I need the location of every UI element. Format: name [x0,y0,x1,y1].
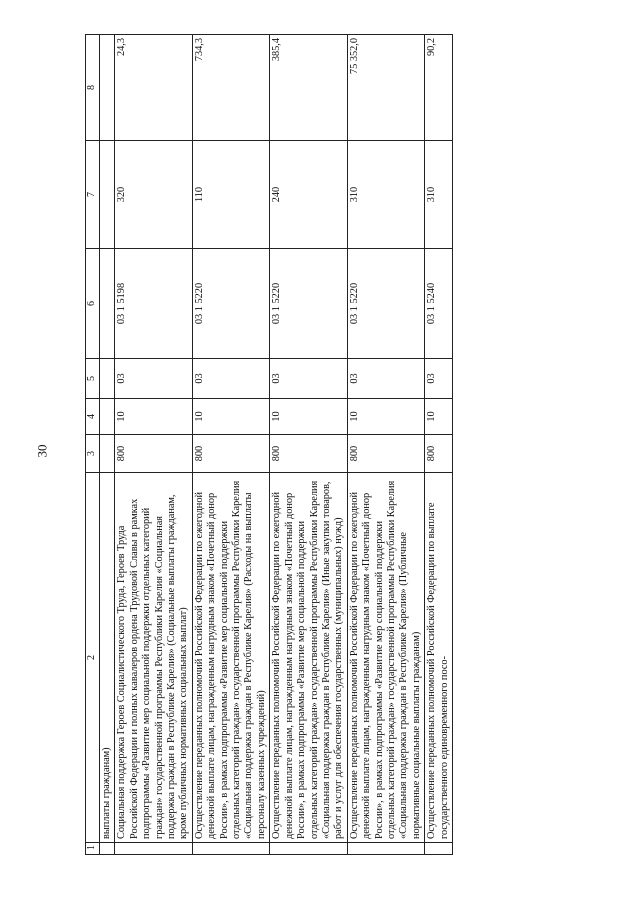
row-col-7: 320 [115,141,192,249]
row-amount: 90,2 [425,35,453,141]
cell-empty [100,249,115,359]
cell-empty [100,399,115,435]
cell-empty [115,843,192,855]
row-col-5: 03 [347,359,424,399]
cell-empty [100,35,115,141]
row-col-6: 03 1 5198 [115,249,192,359]
row-amount: 385,4 [270,35,347,141]
cell-empty [100,435,115,473]
row-col-7: 240 [270,141,347,249]
row-col-4: 10 [425,399,453,435]
cell-empty [100,843,115,855]
row-col-4: 10 [192,399,269,435]
table-row [270,35,347,855]
cell-empty [425,843,453,855]
row-col-6: 03 1 5220 [192,249,269,359]
row-col-6: 03 1 5240 [425,249,453,359]
row-amount: 75 352,0 [347,35,424,141]
continuation-row [100,35,115,855]
header-col-8: 8 [86,35,100,141]
row-col-6: 03 1 5220 [347,249,424,359]
table-row [115,35,192,855]
header-col-7: 7 [86,141,100,249]
row-col-3: 800 [115,435,192,473]
cell-empty [100,359,115,399]
row-amount: 734,3 [192,35,269,141]
cell-empty [100,141,115,249]
row-col-5: 03 [270,359,347,399]
row-col-5: 03 [115,359,192,399]
row-col-4: 10 [115,399,192,435]
header-col-2: 2 [86,473,100,843]
table-row [192,35,269,855]
row-col-3: 800 [347,435,424,473]
row-description: Осуществление переданных полномочий Российской Федерации по ежегодной денежной выплате лицам, награжденным нагрудным знаком «Почетный донор России», в рамках подпрограммы «Развитие мер социальной поддержки отдельных категорий граждан» государственной программы Республики Карелия «Социальная поддержка граждан в Республике Карелия» (Иные закупки товаров, работ и услуг для обеспечения государственных (муниципальных) нужд) [270,473,347,843]
continuation-text: выплаты гражданам) [100,473,115,843]
row-col-4: 10 [347,399,424,435]
table-header-row [86,35,100,855]
header-col-5: 5 [86,359,100,399]
row-amount: 24,3 [115,35,192,141]
row-col-7: 310 [425,141,453,249]
row-description: Социальная поддержка Героев Социалистического Труда, Героев Труда Российской Федерации и полных кавалеров ордена Трудовой Славы в рамках подпрограммы «Развитие мер социальной поддержки отдельных категорий граждан» государственной программы Республики Карелия «Социальная поддержка граждан в Республике Карелия» (Социальные выплаты гражданам, кроме публичных нормативных социальных выплат) [115,473,192,843]
row-col-4: 10 [270,399,347,435]
row-description: Осуществление переданных полномочий Российской Федерации по ежегодной денежной выплате лицам, награжденным нагрудным знаком «Почетный донор России», в рамках подпрограммы «Развитие мер социальной поддержки отдельных категорий граждан» государственной программы Республики Карелия «Социальная поддержка граждан в Республике Карелия» (Расходы на выплаты персоналу казенных учреждений) [192,473,269,843]
header-col-1: 1 [86,843,100,855]
header-col-3: 3 [86,435,100,473]
row-col-3: 800 [425,435,453,473]
table-row [425,35,453,855]
row-col-7: 110 [192,141,269,249]
header-col-6: 6 [86,249,100,359]
cell-empty [192,843,269,855]
cell-empty [270,843,347,855]
row-col-6: 03 1 5220 [270,249,347,359]
header-col-4: 4 [86,399,100,435]
page-number: 30 [34,444,50,458]
row-description: Осуществление переданных полномочий Российской Федерации по выплате государственного единовременного посо- [425,473,453,843]
budget-table [85,34,453,855]
row-col-5: 03 [425,359,453,399]
row-col-5: 03 [192,359,269,399]
rotated-budget-table [85,35,630,855]
table-row [347,35,424,855]
row-col-3: 800 [192,435,269,473]
row-col-3: 800 [270,435,347,473]
row-description: Осуществление переданных полномочий Российской Федерации по ежегодной денежной выплате лицам, награжденным нагрудным знаком «Почетный донор России», в рамках подпрограммы «Развитие мер социальной поддержки отдельных категорий граждан» государственной программы Республики Карелия «Социальная поддержка граждан в Республике Карелия» (Публичные нормативные социальные выплаты гражданам) [347,473,424,843]
cell-empty [347,843,424,855]
row-col-7: 310 [347,141,424,249]
